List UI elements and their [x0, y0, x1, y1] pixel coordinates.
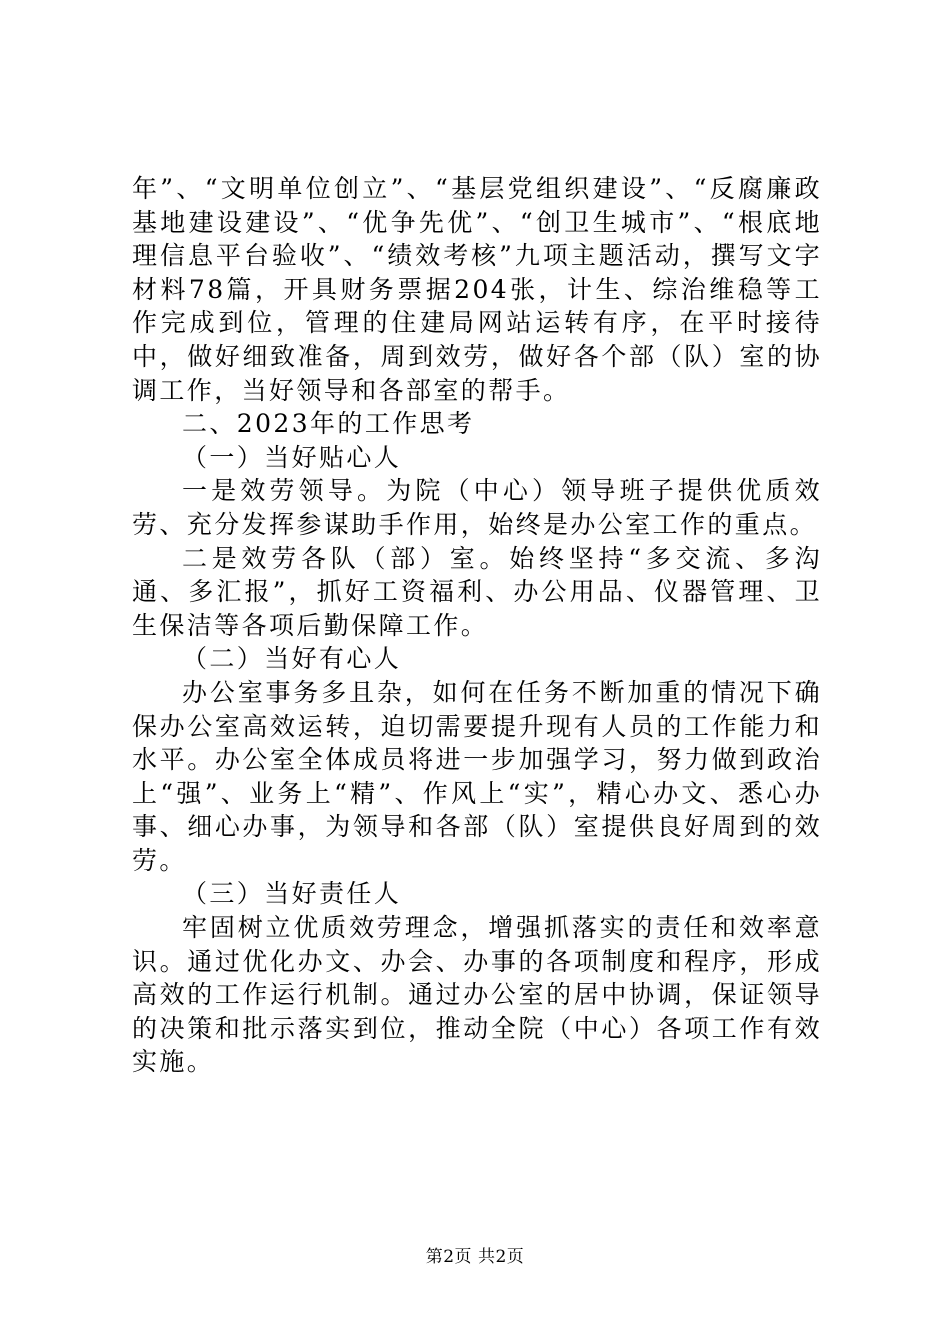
document-body [132, 172, 822, 1079]
page-footer: 第2页 共2页 [425, 1247, 525, 1267]
paragraph: 二是效劳各队（部）室。始终坚持“多交流、多沟通、多汇报”，抓好工资福利、办公用品、仪器管理、卫生保洁等各项后勤保障工作。 [132, 543, 822, 640]
section-heading: 二、2023年的工作思考 [182, 409, 475, 439]
subsection-heading: （一）当好贴心人 [182, 442, 402, 472]
paragraph: 一是效劳领导。为院（中心）领导班子提供优质效劳、充分发挥参谋助手作用，始终是办公室工作的重点。 [132, 476, 822, 539]
paragraph-continuation: 年”、“文明单位创立”、“基层党组织建设”、“反腐廉政基地建设建设”、“优争先优”、“创卫生城市”、“根底地理信息平台验收”、“绩效考核”九项主题活动，撰写文字材料78篇，开具财务票据204张，计生、综治维稳等工作完成到位，管理的住建局网站运转有序，在平时接待中，做好细致准备，周到效劳，做好各个部（队）室的协调工作，当好领导和各部室的帮手。 [132, 174, 822, 405]
paragraph: 办公室事务多且杂，如何在任务不断加重的情况下确保办公室高效运转，迫切需要提升现有人员的工作能力和水平。办公室全体成员将进一步加强学习，努力做到政治上“强”、业务上“精”、作风上“实”，精心办文、悉心办事、细心办事，为领导和各部（队）室提供良好周到的效劳。 [132, 677, 822, 875]
subsection-heading: （二）当好有心人 [182, 644, 402, 674]
subsection-heading: （三）当好责任人 [182, 879, 402, 909]
paragraph: 牢固树立优质效劳理念，增强抓落实的责任和效率意识。通过优化办文、办会、办事的各项制度和程序，形成高效的工作运行机制。通过办公室的居中协调，保证领导的决策和批示落实到位，推动全院（中心）各项工作有效实施。 [132, 913, 822, 1077]
